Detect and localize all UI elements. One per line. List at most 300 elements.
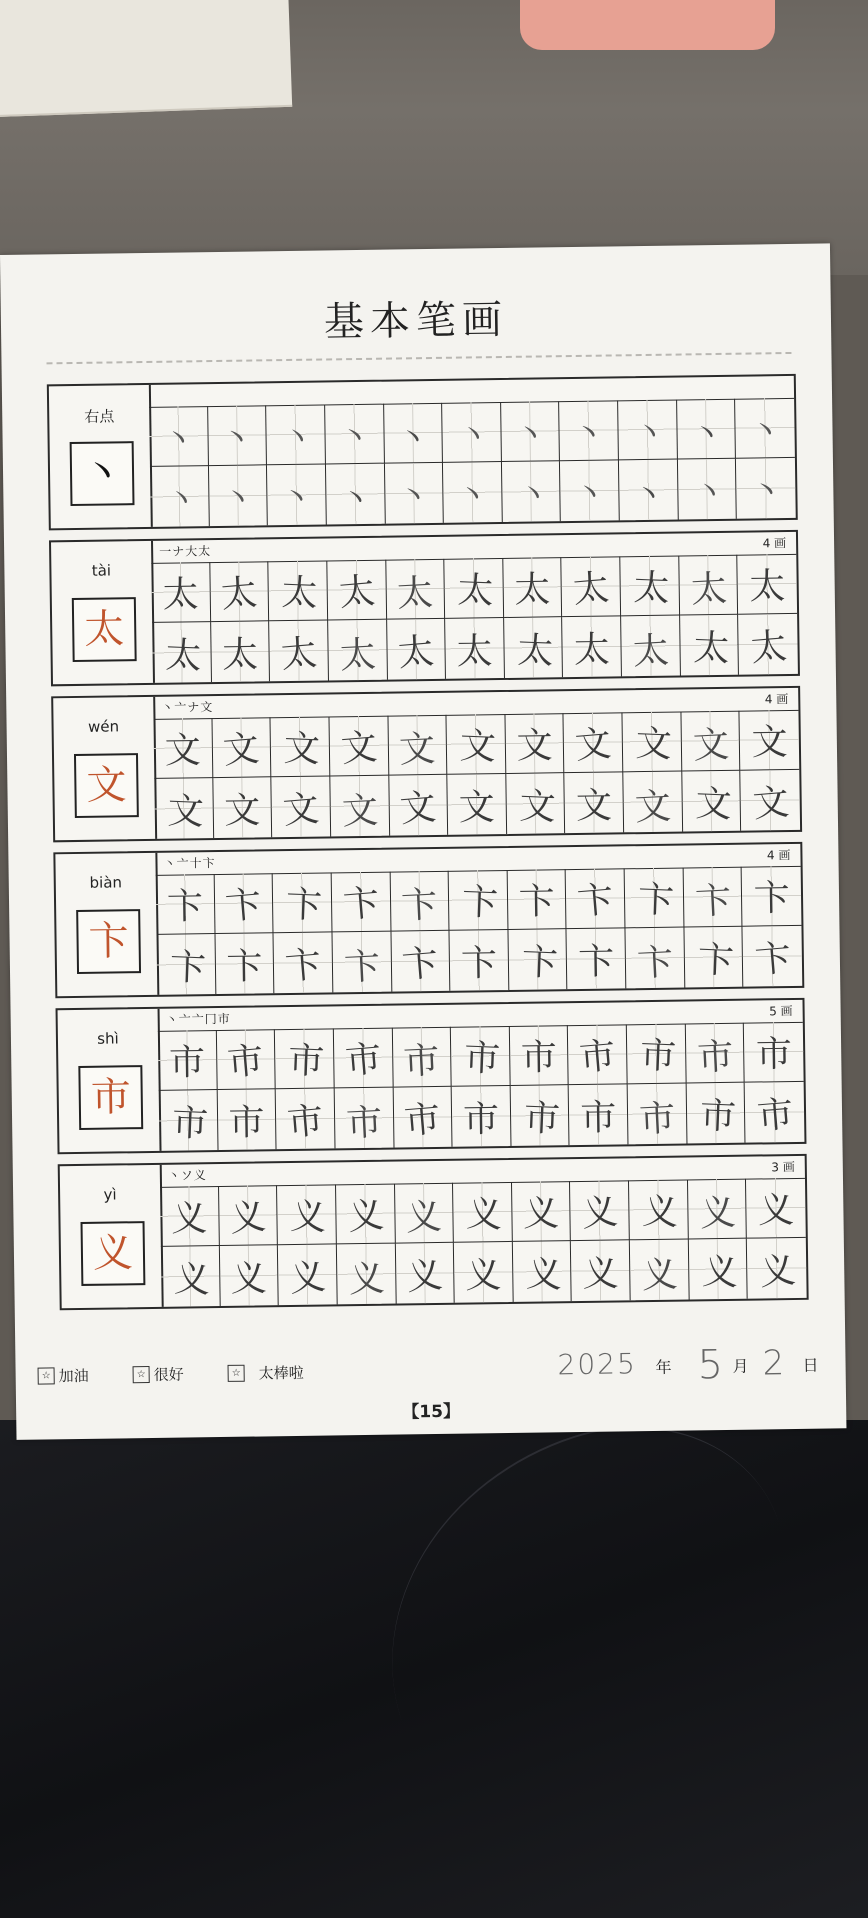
handwritten-char: 市 xyxy=(638,1097,677,1141)
handwritten-char: 卞 xyxy=(400,884,439,928)
practice-cell[interactable] xyxy=(504,617,563,678)
handwritten-char: 义 xyxy=(287,1255,328,1300)
rating-keep-going[interactable] xyxy=(38,1365,89,1387)
practice-cell[interactable] xyxy=(447,714,506,775)
practice-row xyxy=(47,374,798,530)
handwritten-char: 市 xyxy=(522,1097,561,1140)
practice-cell[interactable] xyxy=(747,1238,806,1299)
rating-label: 很好 xyxy=(153,1365,184,1384)
practice-cell[interactable] xyxy=(391,931,450,992)
practice-cell[interactable] xyxy=(689,1239,748,1300)
practice-cell[interactable] xyxy=(563,616,622,677)
practice-cell[interactable] xyxy=(160,1186,219,1247)
handwritten-char: 市 xyxy=(462,1098,500,1141)
practice-cell[interactable] xyxy=(740,710,799,771)
practice-cell[interactable] xyxy=(444,558,503,619)
pinyin: 右点 xyxy=(84,407,115,426)
practice-cell[interactable] xyxy=(567,928,626,989)
handwritten-char: 太 xyxy=(516,629,554,672)
practice-cell[interactable] xyxy=(628,1083,687,1144)
handwritten-char: 义 xyxy=(405,1254,445,1299)
practice-cell[interactable] xyxy=(395,1243,454,1304)
practice-cell[interactable] xyxy=(332,932,391,993)
practice-cell[interactable] xyxy=(159,1090,218,1151)
footer xyxy=(37,1342,827,1400)
handwritten-char: 太 xyxy=(749,566,786,608)
practice-cell[interactable] xyxy=(623,712,682,773)
practice-cell[interactable] xyxy=(738,554,797,615)
practice-cell[interactable] xyxy=(681,711,740,772)
handwritten-char: 丶 xyxy=(693,474,725,511)
practice-cell[interactable] xyxy=(392,1027,451,1088)
stroke-count: 3 画 xyxy=(771,1159,795,1175)
handwritten-char: 卞 xyxy=(460,942,498,985)
practice-cell[interactable] xyxy=(686,1023,745,1084)
practice-cell[interactable] xyxy=(682,771,741,832)
practice-cell[interactable] xyxy=(746,1178,805,1239)
handwritten-char: 文 xyxy=(573,723,614,768)
practice-cell[interactable] xyxy=(384,403,443,464)
rating-excellent[interactable] xyxy=(227,1362,303,1384)
handwritten-char: 太 xyxy=(280,572,319,615)
practice-cell[interactable] xyxy=(209,465,268,526)
rating-label: 加油 xyxy=(58,1366,89,1386)
practice-cell[interactable] xyxy=(326,464,385,525)
handwritten-char: 义 xyxy=(345,1194,386,1239)
practice-cell[interactable] xyxy=(566,868,625,929)
practice-cell[interactable] xyxy=(157,934,216,995)
handwritten-char: 太 xyxy=(631,629,670,673)
handwritten-char: 卞 xyxy=(226,945,263,988)
handwritten-char: 太 xyxy=(456,630,493,673)
handwritten-char: 文 xyxy=(458,725,497,769)
practice-cell[interactable] xyxy=(508,929,567,990)
handwritten-char: 丶 xyxy=(514,416,546,453)
practice-cell[interactable] xyxy=(337,1244,396,1305)
paper-scrap xyxy=(0,0,292,117)
handwritten-char: 太 xyxy=(692,627,730,670)
handwritten-char: 丶 xyxy=(222,481,254,517)
handwritten-char: 市 xyxy=(520,1037,558,1079)
practice-cell[interactable] xyxy=(621,616,680,677)
handwritten-char: 市 xyxy=(168,1042,206,1084)
practice-cell[interactable] xyxy=(208,405,267,466)
practice-cell[interactable] xyxy=(266,404,325,465)
practice-cell[interactable] xyxy=(742,866,801,927)
model-char-box xyxy=(81,1221,146,1286)
practice-cell[interactable] xyxy=(212,717,271,778)
practice-cell[interactable] xyxy=(686,1083,745,1144)
practice-cell[interactable] xyxy=(630,1239,689,1300)
char-label-cell xyxy=(53,697,157,840)
handwritten-char: 丶 xyxy=(339,481,372,518)
handwritten-char: 市 xyxy=(403,1098,443,1143)
handwritten-char: 卞 xyxy=(166,886,204,928)
practice-cell[interactable] xyxy=(503,557,562,618)
practice-cell[interactable] xyxy=(502,461,561,522)
practice-cell[interactable] xyxy=(216,1029,275,1090)
handwritten-char: 义 xyxy=(641,1191,679,1234)
practice-cell[interactable] xyxy=(156,874,215,935)
practice-cell[interactable] xyxy=(213,777,272,838)
practice-cell[interactable] xyxy=(269,560,328,621)
handwritten-char: 文 xyxy=(751,722,788,764)
practice-cell[interactable] xyxy=(151,562,210,623)
practice-cell[interactable] xyxy=(219,1245,278,1306)
practice-cell[interactable] xyxy=(271,716,330,777)
practice-cell[interactable] xyxy=(627,1024,686,1085)
handwritten-char: 丶 xyxy=(574,476,605,512)
practice-cell[interactable] xyxy=(150,466,209,527)
practice-cell[interactable] xyxy=(507,869,566,930)
handwritten-char: 丶 xyxy=(397,478,431,516)
page-title: 基本笔画 xyxy=(323,296,509,346)
model-char: 卞 xyxy=(88,918,129,965)
practice-cell[interactable] xyxy=(449,870,508,931)
handwritten-char: 丶 xyxy=(633,414,665,452)
practice-cell[interactable] xyxy=(680,615,739,676)
practice-cell[interactable] xyxy=(149,406,208,467)
handwritten-char: 义 xyxy=(170,1198,208,1240)
practice-cell[interactable] xyxy=(620,556,679,617)
practice-cell[interactable] xyxy=(154,778,213,839)
practice-cell[interactable] xyxy=(152,622,211,683)
practice-cell[interactable] xyxy=(276,1088,335,1149)
practice-cell[interactable] xyxy=(210,561,269,622)
practice-cell[interactable] xyxy=(688,1179,747,1240)
handwritten-char: 卞 xyxy=(575,879,616,924)
handwritten-char: 太 xyxy=(571,567,611,612)
practice-cell[interactable] xyxy=(390,871,449,932)
practice-cell[interactable] xyxy=(454,1242,513,1303)
practice-cell[interactable] xyxy=(386,559,445,620)
practice-cell[interactable] xyxy=(387,619,446,680)
handwritten-char: 丶 xyxy=(457,417,490,454)
handwritten-char: 文 xyxy=(691,724,730,767)
practice-cell[interactable] xyxy=(272,776,331,837)
handwritten-char: 市 xyxy=(226,1040,266,1085)
handwritten-char: 文 xyxy=(398,786,438,831)
practice-cell[interactable] xyxy=(450,930,509,991)
practice-row xyxy=(56,998,807,1154)
handwritten-char: 文 xyxy=(575,785,613,827)
handwritten-char: 义 xyxy=(347,1257,386,1301)
model-char: 市 xyxy=(90,1074,132,1121)
handwritten-char: 太 xyxy=(396,572,435,616)
practice-cell[interactable] xyxy=(329,716,388,777)
practice-cell[interactable] xyxy=(442,402,501,463)
handwritten-char: 卞 xyxy=(577,940,615,983)
handwritten-char: 卞 xyxy=(753,937,793,982)
practice-cell[interactable] xyxy=(505,713,564,774)
handwritten-char: 卞 xyxy=(342,945,381,989)
practice-cell[interactable] xyxy=(217,1089,276,1150)
practice-cell[interactable] xyxy=(274,932,333,993)
handwritten-char: 市 xyxy=(580,1096,617,1139)
practice-cell[interactable] xyxy=(619,460,678,521)
handwritten-char: 丶 xyxy=(338,418,371,456)
handwritten-char: 丶 xyxy=(165,482,197,519)
handwritten-char: 丶 xyxy=(690,415,723,453)
practice-cell[interactable] xyxy=(211,621,270,682)
handwritten-char: 卞 xyxy=(461,881,499,925)
handwritten-char: 太 xyxy=(689,568,728,611)
practice-cell[interactable] xyxy=(568,1024,627,1085)
practice-cell[interactable] xyxy=(629,1179,688,1240)
day-label: 日 xyxy=(802,1355,819,1375)
practice-cell[interactable] xyxy=(330,776,389,837)
handwritten-char: 卞 xyxy=(637,879,675,922)
model-char-box xyxy=(72,597,137,662)
handwritten-char: 丶 xyxy=(749,413,781,450)
handwritten-char: 市 xyxy=(402,1040,441,1084)
handwritten-char: 文 xyxy=(694,783,732,826)
handwritten-char: 丶 xyxy=(280,479,314,518)
practice-cell[interactable] xyxy=(443,462,502,523)
practice-cell[interactable] xyxy=(161,1246,220,1307)
stroke-order: 一ナ大太 xyxy=(159,544,212,559)
handwritten-char: 文 xyxy=(634,723,673,766)
handwritten-char: 义 xyxy=(698,1192,737,1235)
handwritten-char: 市 xyxy=(228,1101,265,1144)
stroke-count: 5 画 xyxy=(769,1004,793,1019)
handwritten-char: 义 xyxy=(700,1250,739,1294)
handwritten-char: 文 xyxy=(283,728,321,771)
practice-cell[interactable] xyxy=(560,460,619,521)
handwritten-char: 太 xyxy=(573,629,611,671)
handwritten-char: 卞 xyxy=(636,941,675,985)
handwritten-char: 义 xyxy=(405,1196,443,1240)
handwritten-char: 卞 xyxy=(341,882,381,927)
handwritten-char: 文 xyxy=(750,781,791,826)
rating-very-good[interactable] xyxy=(133,1364,184,1386)
practice-cell[interactable] xyxy=(388,715,447,776)
practice-row xyxy=(58,1154,809,1310)
handwritten-char: 太 xyxy=(514,569,551,611)
date-field[interactable] xyxy=(557,1341,828,1395)
practice-grid xyxy=(153,710,800,839)
handwritten-char: 义 xyxy=(757,1190,795,1232)
stroke-count: 4 画 xyxy=(764,692,789,707)
handwritten-year: 2025 xyxy=(557,1347,638,1382)
handwritten-char: 市 xyxy=(345,1101,384,1145)
handwritten-month: 5 xyxy=(697,1342,724,1389)
practice-cell[interactable] xyxy=(384,463,443,524)
handwritten-char: 太 xyxy=(162,574,199,616)
handwritten-char: 义 xyxy=(757,1249,797,1294)
practice-cell[interactable] xyxy=(275,1028,334,1089)
practice-cell[interactable] xyxy=(452,1086,511,1147)
practice-cell[interactable] xyxy=(678,459,737,520)
handwritten-char: 丶 xyxy=(163,421,194,458)
handwritten-char: 卞 xyxy=(696,939,735,982)
practice-cell[interactable] xyxy=(738,614,797,675)
practice-row xyxy=(51,686,802,842)
char-label-cell xyxy=(49,385,153,528)
practice-grid xyxy=(158,1022,805,1151)
practice-cell[interactable] xyxy=(623,772,682,833)
practice-cell[interactable] xyxy=(626,928,685,989)
eraser xyxy=(520,0,775,50)
handwritten-char: 义 xyxy=(173,1258,211,1301)
practice-cell[interactable] xyxy=(215,933,274,994)
star-icon: ☆ xyxy=(133,1366,150,1383)
practice-cell[interactable] xyxy=(325,404,384,465)
model-char-box xyxy=(74,753,139,818)
practice-cell[interactable] xyxy=(219,1185,278,1246)
handwritten-char: 卞 xyxy=(518,881,556,923)
handwritten-char: 太 xyxy=(632,567,671,610)
practice-cell[interactable] xyxy=(153,718,212,779)
model-char-box xyxy=(76,909,141,974)
handwritten-char: 文 xyxy=(516,725,553,767)
handwritten-char: 太 xyxy=(279,631,319,676)
practice-cell[interactable] xyxy=(562,556,621,617)
handwritten-char: 市 xyxy=(755,1093,795,1138)
practice-cell[interactable] xyxy=(336,1184,395,1245)
practice-row xyxy=(53,842,804,998)
model-char: 丶 xyxy=(81,450,123,497)
practice-cell[interactable] xyxy=(269,620,328,681)
title-divider xyxy=(47,352,792,364)
practice-cell[interactable] xyxy=(560,400,619,461)
month-label: 月 xyxy=(732,1356,749,1376)
handwritten-char: 义 xyxy=(465,1193,504,1237)
practice-cell[interactable] xyxy=(447,774,506,835)
handwritten-char: 文 xyxy=(339,726,379,771)
handwritten-char: 太 xyxy=(456,569,495,613)
practice-cell[interactable] xyxy=(277,1184,336,1245)
practice-cell[interactable] xyxy=(501,401,560,462)
practice-cell[interactable] xyxy=(510,1085,569,1146)
practice-cell[interactable] xyxy=(679,555,738,616)
handwritten-char: 丶 xyxy=(397,420,429,457)
handwritten-char: 市 xyxy=(696,1036,734,1079)
practice-cell[interactable] xyxy=(332,872,391,933)
practice-cell[interactable] xyxy=(273,872,332,933)
stroke-count: 4 画 xyxy=(762,536,787,551)
practice-cell[interactable] xyxy=(445,618,504,679)
practice-cell[interactable] xyxy=(512,1181,571,1242)
star-icon: ☆ xyxy=(38,1367,55,1384)
practice-cell[interactable] xyxy=(736,458,795,519)
practice-cell[interactable] xyxy=(565,772,624,833)
handwritten-char: 义 xyxy=(524,1253,563,1296)
practice-cell[interactable] xyxy=(395,1183,454,1244)
practice-cell[interactable] xyxy=(506,773,565,834)
handwritten-char: 市 xyxy=(171,1102,209,1145)
pinyin: yì xyxy=(103,1185,117,1204)
practice-cell[interactable] xyxy=(214,873,273,934)
char-label-cell xyxy=(55,853,159,996)
char-label-cell xyxy=(51,541,155,684)
practice-cell[interactable] xyxy=(451,1026,510,1087)
practice-cell[interactable] xyxy=(389,775,448,836)
handwritten-char: 太 xyxy=(337,570,377,615)
page-number: 【15】 xyxy=(402,1401,461,1423)
stroke-count: 4 画 xyxy=(766,848,791,863)
stroke-order: 丶亠ナ文 xyxy=(161,700,214,715)
handwritten-char: 义 xyxy=(522,1193,560,1235)
practice-cell[interactable] xyxy=(278,1244,337,1305)
handwritten-char: 市 xyxy=(639,1035,677,1078)
model-char: 太 xyxy=(83,606,125,653)
practice-cell[interactable] xyxy=(744,1022,803,1083)
practice-cell[interactable] xyxy=(564,712,623,773)
practice-cell[interactable] xyxy=(569,1084,628,1145)
handwritten-char: 文 xyxy=(518,785,557,828)
char-label-cell xyxy=(58,1009,162,1152)
handwritten-char: 太 xyxy=(219,572,260,617)
handwritten-char: 文 xyxy=(166,790,205,833)
handwritten-day: 2 xyxy=(762,1343,785,1384)
practice-cell[interactable] xyxy=(158,1030,217,1091)
practice-cell[interactable] xyxy=(334,1028,393,1089)
handwritten-char: 太 xyxy=(164,634,203,677)
handwritten-char: 市 xyxy=(755,1034,793,1076)
practice-cell[interactable] xyxy=(745,1082,804,1143)
handwritten-char: 义 xyxy=(582,1252,619,1295)
practice-cell[interactable] xyxy=(510,1025,569,1086)
practice-cell[interactable] xyxy=(684,927,743,988)
handwritten-char: 丶 xyxy=(281,419,314,457)
handwritten-char: 卞 xyxy=(283,943,323,988)
handwritten-char: 市 xyxy=(287,1040,325,1083)
handwritten-char: 文 xyxy=(633,785,672,829)
handwritten-char: 丶 xyxy=(632,477,665,514)
pinyin: tài xyxy=(91,561,112,580)
practice-cell[interactable] xyxy=(743,926,802,987)
practice-cell[interactable] xyxy=(570,1180,629,1241)
practice-grid xyxy=(160,1178,807,1307)
worksheet xyxy=(0,243,846,1439)
practice-grid xyxy=(156,866,803,995)
handwritten-char: 文 xyxy=(281,787,321,832)
stroke-order: 丶ソ义 xyxy=(167,1168,207,1183)
handwritten-char: 义 xyxy=(464,1254,502,1297)
handwritten-char: 市 xyxy=(578,1035,618,1080)
handwritten-char: 文 xyxy=(458,786,496,829)
handwritten-char: 文 xyxy=(164,730,202,772)
handwritten-char: 文 xyxy=(398,728,437,772)
practice-cell[interactable] xyxy=(735,398,794,459)
practice-cell[interactable] xyxy=(335,1088,394,1149)
char-label-cell xyxy=(60,1165,164,1308)
practice-grid xyxy=(151,554,798,683)
practice-cell[interactable] xyxy=(741,770,800,831)
practice-cell[interactable] xyxy=(683,867,742,928)
handwritten-char: 丶 xyxy=(572,415,606,453)
handwritten-char: 太 xyxy=(221,633,259,676)
practice-cell[interactable] xyxy=(571,1240,630,1301)
handwritten-char: 市 xyxy=(463,1037,501,1081)
handwritten-char: 丶 xyxy=(517,477,549,514)
model-char-box xyxy=(78,1065,143,1130)
pinyin: biàn xyxy=(89,873,123,892)
practice-cell[interactable] xyxy=(328,620,387,681)
practice-cell[interactable] xyxy=(327,560,386,621)
handwritten-char: 卞 xyxy=(520,941,559,984)
practice-cell[interactable] xyxy=(677,399,736,460)
practice-cell[interactable] xyxy=(513,1241,572,1302)
practice-cell[interactable] xyxy=(625,868,684,929)
practice-cell[interactable] xyxy=(618,400,677,461)
practice-cell[interactable] xyxy=(267,464,326,525)
handwritten-char: 市 xyxy=(698,1094,737,1138)
practice-cell[interactable] xyxy=(453,1182,512,1243)
practice-cell[interactable] xyxy=(393,1087,452,1148)
handwritten-char: 卞 xyxy=(168,946,207,989)
